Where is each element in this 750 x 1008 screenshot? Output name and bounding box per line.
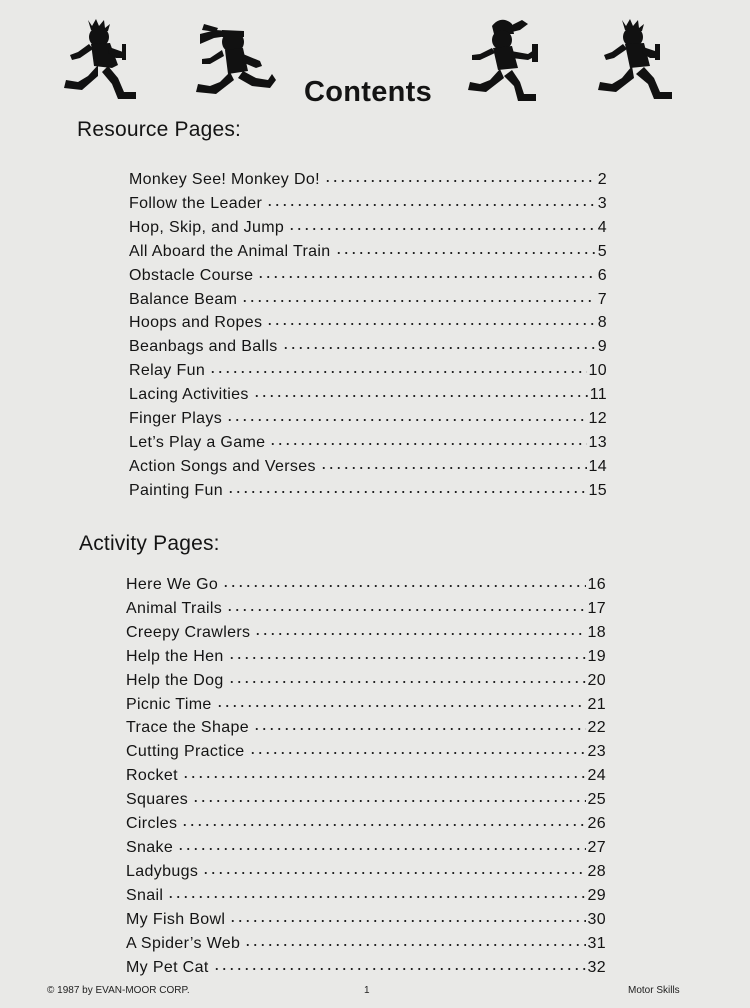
toc-entry	[129, 405, 607, 429]
dot-leader	[216, 691, 586, 709]
toc-entry	[129, 477, 607, 501]
dot-leader	[257, 262, 595, 280]
toc-entry-label: Here We Go	[126, 576, 219, 593]
toc-entry-page: 17	[587, 599, 606, 617]
toc-entry-label: Snake	[126, 838, 174, 856]
toc-entry-page: 30	[587, 910, 606, 928]
toc-entry-page: 3	[597, 194, 607, 212]
toc-entry-label: Animal Trails	[126, 599, 223, 617]
dot-leader	[227, 477, 586, 495]
toc-entry-label: A Spider’s Web	[126, 934, 241, 952]
toc-entry-label: Hoops and Ropes	[129, 314, 263, 332]
toc-entry-label: Help the Dog	[126, 671, 224, 689]
toc-entry-label: Let’s Play a Game	[129, 433, 266, 451]
toc-entry-label: Painting Fun	[129, 481, 224, 499]
dot-leader	[324, 166, 596, 184]
toc-entry-label: Action Songs and Verses	[129, 457, 316, 475]
toc-entry-label: Circles	[126, 815, 178, 833]
dot-leader	[249, 738, 586, 756]
dot-leader	[202, 858, 585, 876]
toc-entry	[129, 309, 607, 333]
toc-entry-label: My Pet Cat	[126, 958, 209, 976]
dot-leader	[335, 238, 596, 256]
toc-entry-page: 21	[587, 695, 606, 713]
toc-entry	[126, 738, 606, 762]
toc-entry	[129, 429, 607, 453]
toc-entry-page: 10	[588, 362, 607, 380]
dot-leader	[226, 595, 585, 613]
toc-entry-label: Cutting Practice	[126, 743, 245, 761]
toc-entry-page: 13	[588, 433, 607, 451]
toc-entry-page: 24	[587, 767, 606, 785]
section-heading-resource: Resource Pages:	[77, 118, 242, 141]
toc-entry-page: 2	[597, 171, 607, 188]
toc-entry	[126, 882, 606, 906]
dot-leader	[241, 286, 595, 304]
dot-leader	[266, 309, 595, 327]
dot-leader	[167, 882, 585, 900]
toc-entry-label: Snail	[126, 886, 164, 904]
dot-leader	[253, 381, 588, 399]
toc-entry-page: 14	[588, 457, 607, 475]
toc-entry-label: Relay Fun	[129, 362, 206, 380]
toc-entry-page: 7	[597, 290, 607, 308]
toc-entry-page: 20	[587, 671, 606, 689]
toc-entry-label: Beanbags and Balls	[129, 338, 278, 356]
toc-entry-page: 32	[587, 958, 606, 976]
dot-leader	[288, 214, 596, 232]
toc-list-resource	[129, 166, 607, 501]
toc-entry-label: My Fish Bowl	[126, 910, 226, 928]
toc-entry	[126, 834, 606, 858]
toc-entry	[129, 453, 607, 477]
dot-leader	[229, 906, 585, 924]
dot-leader	[209, 357, 586, 375]
footer-copyright: © 1987 by EVAN-MOOR CORP.	[47, 985, 190, 996]
toc-entry	[129, 214, 607, 238]
toc-entry-page: 6	[597, 266, 607, 284]
toc-entry-page: 18	[587, 623, 606, 641]
dot-leader	[182, 762, 586, 780]
page-title: Contents	[303, 76, 433, 108]
toc-entry	[126, 571, 606, 595]
footer-page-number: 1	[364, 985, 370, 996]
toc-entry	[129, 286, 607, 310]
toc-entry	[126, 930, 606, 954]
toc-entry-label: Creepy Crawlers	[126, 623, 251, 641]
toc-entry	[126, 667, 606, 691]
toc-entry-page: 19	[587, 647, 606, 665]
toc-entry-page: 12	[588, 410, 607, 428]
toc-entry	[129, 333, 607, 357]
dot-leader	[254, 619, 585, 637]
toc-entry	[126, 786, 606, 810]
toc-entry-page: 5	[597, 242, 607, 260]
toc-entry	[126, 762, 606, 786]
toc-entry	[129, 238, 607, 262]
toc-entry-label: Obstacle Course	[129, 266, 254, 284]
toc-entry-page: 29	[587, 886, 606, 904]
toc-entry-label: Help the Hen	[126, 647, 224, 665]
toc-entry-label: Rocket	[126, 767, 178, 785]
toc-entry	[129, 262, 607, 286]
toc-entry-label: Follow the Leader	[129, 194, 263, 212]
dot-leader	[269, 429, 586, 447]
toc-entry	[126, 714, 606, 738]
dot-leader	[253, 714, 586, 732]
toc-entry-page: 28	[587, 862, 606, 880]
toc-list-activity	[126, 571, 606, 977]
toc-entry	[129, 357, 607, 381]
dot-leader	[192, 786, 585, 804]
dot-leader	[266, 190, 596, 208]
toc-entry-label: Squares	[126, 791, 189, 809]
toc-entry-page: 23	[587, 743, 606, 761]
toc-entry-label: Picnic Time	[126, 695, 212, 713]
dot-leader	[282, 333, 596, 351]
toc-entry-page: 26	[587, 815, 606, 833]
toc-entry	[126, 810, 606, 834]
toc-entry-page: 4	[597, 218, 607, 236]
toc-entry-label: Trace the Shape	[126, 719, 249, 737]
dot-leader	[228, 667, 586, 685]
toc-entry	[129, 166, 607, 190]
toc-entry-label: All Aboard the Animal Train	[129, 242, 331, 260]
toc-entry-page: 15	[588, 481, 607, 499]
toc-entry	[126, 954, 606, 978]
toc-entry-label: Balance Beam	[129, 290, 238, 308]
toc-entry-page: 31	[587, 934, 606, 952]
toc-entry-label: Hop, Skip, and Jump	[129, 218, 285, 236]
toc-entry	[126, 595, 606, 619]
section-heading-activity: Activity Pages:	[79, 532, 220, 555]
toc-entry-page: 27	[587, 838, 606, 856]
dot-leader	[244, 930, 585, 948]
dot-leader	[222, 571, 585, 589]
toc-entry	[126, 691, 606, 715]
dot-leader	[228, 643, 586, 661]
toc-entry	[126, 906, 606, 930]
toc-entry-label: Lacing Activities	[129, 386, 249, 404]
toc-entry-page: 16	[587, 576, 606, 593]
dot-leader	[177, 834, 585, 852]
toc-entry	[126, 619, 606, 643]
toc-entry-label: Ladybugs	[126, 862, 199, 880]
toc-entry	[129, 190, 607, 214]
toc-entry-page: 11	[589, 386, 607, 404]
toc-entry	[129, 381, 607, 405]
toc-entry-page: 9	[597, 338, 607, 356]
dot-leader	[181, 810, 585, 828]
toc-entry-page: 25	[587, 791, 606, 809]
toc-entry	[126, 643, 606, 667]
dot-leader	[213, 954, 586, 972]
dot-leader	[226, 405, 586, 423]
toc-entry-label: Finger Plays	[129, 410, 223, 428]
dot-leader	[320, 453, 587, 471]
toc-entry	[126, 858, 606, 882]
toc-entry-page: 22	[587, 719, 606, 737]
toc-entry-label: Monkey See! Monkey Do!	[129, 171, 320, 188]
footer-book-title: Motor Skills	[628, 985, 680, 996]
toc-entry-page: 8	[597, 314, 607, 332]
